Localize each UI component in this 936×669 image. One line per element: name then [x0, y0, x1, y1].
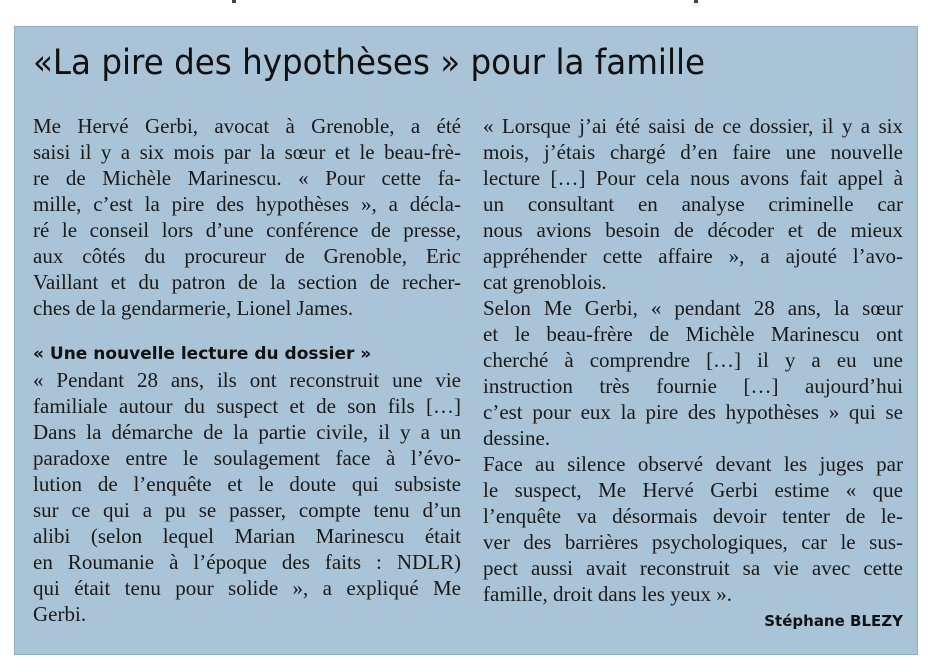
text-line: Dans la démarche de la partie civile, il y a un	[33, 420, 461, 444]
right-column	[483, 113, 903, 607]
text-line: ré le conseil lors d’une conférence de presse,	[33, 218, 461, 242]
text-line: mois, j’étais chargé d’en faire une nouvelle	[483, 140, 903, 164]
previous-article-edge	[0, 0, 936, 8]
text-line: pect aussi avait reconstruit sa vie avec cette	[483, 556, 903, 580]
paragraph	[33, 113, 461, 321]
edge-mark	[232, 0, 236, 3]
paragraph	[33, 367, 461, 627]
text-line: cat grenoblois.	[483, 270, 607, 294]
text-line: aux côtés du procureur de Grenoble, Eric	[33, 244, 461, 268]
text-line: instruction très fournie […] aujourd’hui	[483, 374, 903, 398]
text-line: familiale autour du suspect et de son fils […]	[33, 394, 461, 418]
text-line: l’enquête va désormais devoir tenter de le-	[483, 504, 903, 528]
article-title: «La pire des hypothèses » pour la famille	[33, 43, 706, 83]
text-line: lution de l’enquête et le doute qui subsiste	[33, 472, 461, 496]
author-signature: Stéphane BLEZY	[764, 612, 903, 630]
text-line: ches de la gendarmerie, Lionel James.	[33, 296, 354, 320]
paragraph	[483, 113, 903, 295]
text-line: et le beau-frère de Michèle Marinescu ont	[483, 322, 903, 346]
text-line: « Lorsque j’ai été saisi de ce dossier, il y a six	[483, 114, 903, 138]
text-line: mille, c’est la pire des hypothèses », a décla-	[33, 192, 461, 216]
paragraph	[483, 451, 903, 607]
text-line: sur ce qui a pu se passer, compte tenu d’un	[33, 498, 461, 522]
text-line: Me Hervé Gerbi, avocat à Grenoble, a été	[33, 114, 461, 138]
paragraph-gap	[33, 321, 461, 341]
text-line: qui était tenu pour solide », a expliqué Me	[33, 576, 461, 600]
text-line: alibi (selon lequel Marian Marinescu était	[33, 524, 461, 548]
text-line: ver des barrières psychologiques, car le sus-	[483, 530, 903, 554]
text-line: Gerbi.	[33, 602, 87, 626]
edge-mark	[694, 0, 698, 3]
text-line: le suspect, Me Hervé Gerbi estime « que	[483, 478, 903, 502]
text-line: famille, droit dans les yeux ».	[483, 582, 733, 606]
text-line: dessine.	[483, 426, 551, 450]
text-line: Vaillant et du patron de la section de recher-	[33, 270, 461, 294]
text-line: c’est pour eux la pire des hypothèses » qui se	[483, 400, 903, 424]
text-line: en Roumanie à l’époque des faits : NDLR)	[33, 550, 461, 574]
subheading: « Une nouvelle lecture du dossier »	[33, 344, 372, 364]
text-line: Selon Me Gerbi, « pendant 28 ans, la sœur	[483, 296, 903, 320]
text-line: re de Michèle Marinescu. « Pour cette fa-	[33, 166, 461, 190]
text-line: lecture […] Pour cela nous avons fait appel à	[483, 166, 903, 190]
left-column	[33, 113, 461, 627]
text-line: Face au silence observé devant les juges par	[483, 452, 903, 476]
text-line: un consultant en analyse criminelle car	[483, 192, 903, 216]
article-box	[14, 26, 918, 655]
paragraph	[483, 295, 903, 451]
text-line: cherché à comprendre […] il y a eu une	[483, 348, 903, 372]
text-line: nous avions besoin de décoder et de mieux	[483, 218, 903, 242]
text-line: saisi il y a six mois par la sœur et le beau-frè-	[33, 140, 461, 164]
text-line: « Pendant 28 ans, ils ont reconstruit une vie	[33, 368, 461, 392]
text-line: paradoxe entre le soulagement face à l’évo-	[33, 446, 461, 470]
text-line: appréhender cette affaire », a ajouté l’avo-	[483, 244, 903, 268]
